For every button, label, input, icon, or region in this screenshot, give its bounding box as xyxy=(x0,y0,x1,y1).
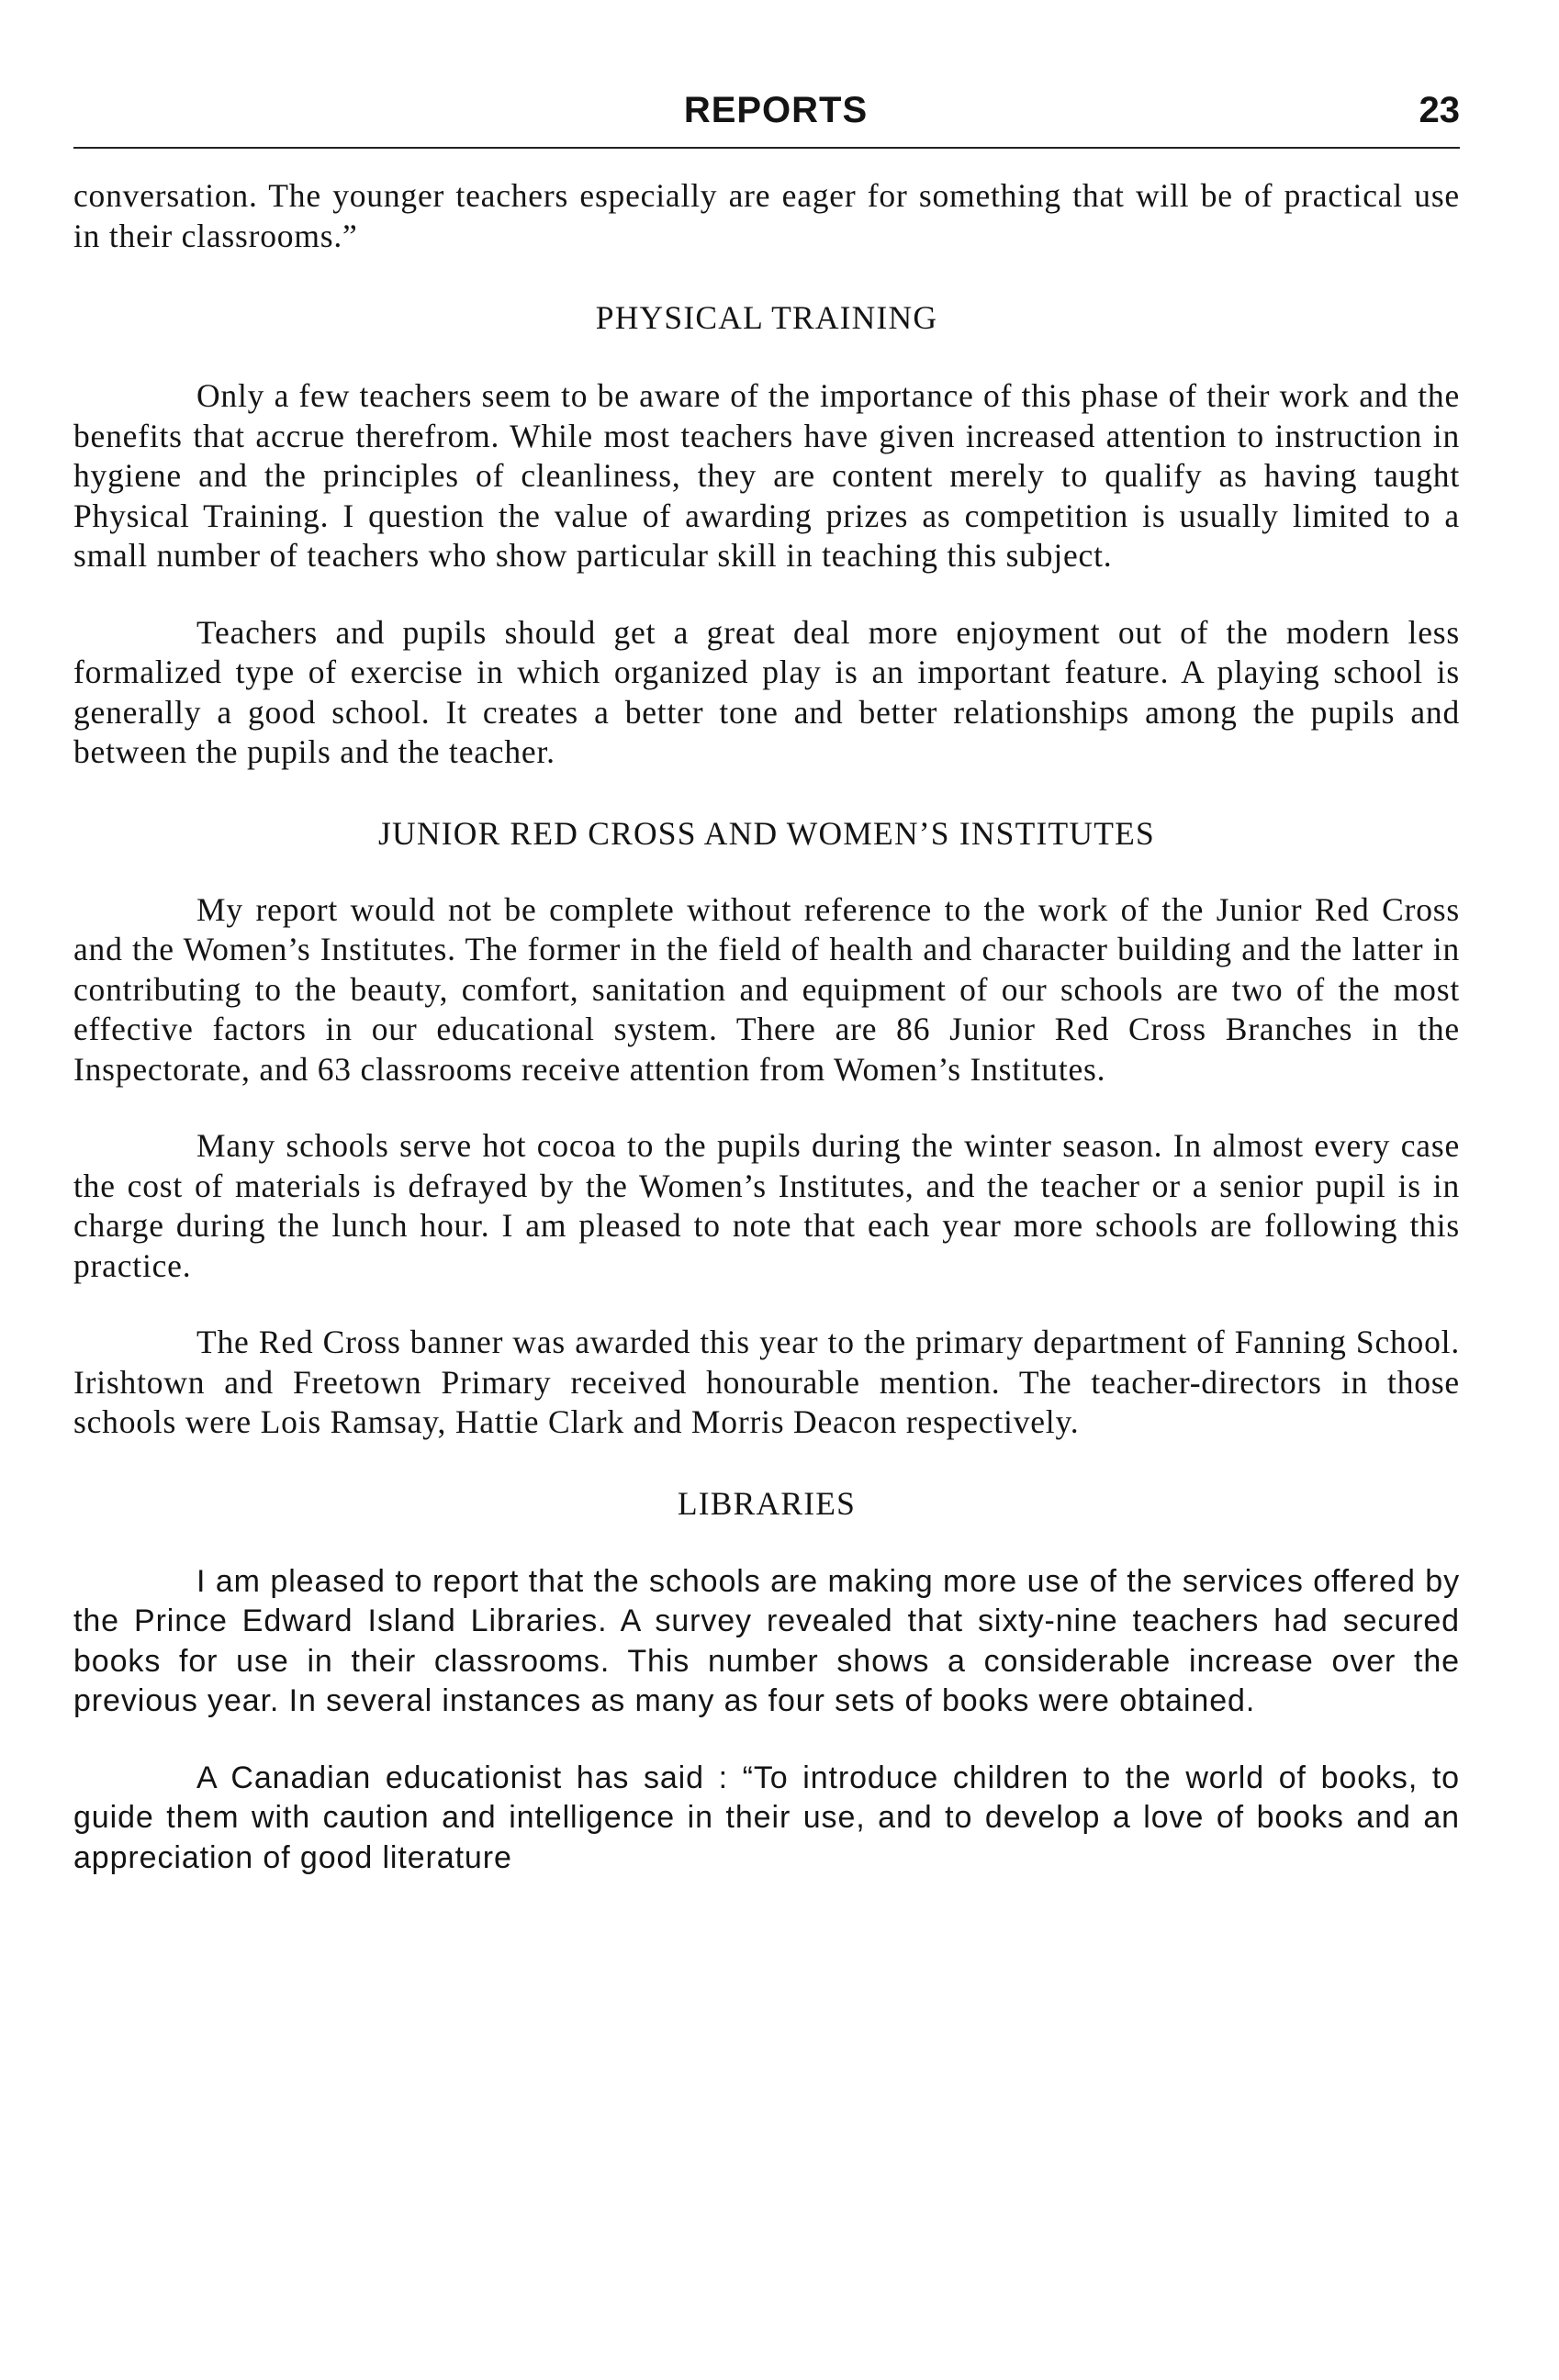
paragraph: Only a few teachers seem to be aware of the importance of this phase of their work and the benefits that accrue therefrom. While most teachers have given increased attention to instruction in hygiene and the principles of cleanliness, they are content merely to qualify as having taught Physical Training. I question the value of awarding prizes as competition is usually limited to a small number of teachers who show particular skill in teaching this subject. xyxy=(73,377,1460,574)
paragraph: A Canadian educationist has said : “To introduce children to the world of books, to guide them with caution and intelligence in their use, and to develop a love of books and an appreciation of good literature xyxy=(73,1760,1460,1875)
section-heading-libraries: LIBRARIES xyxy=(677,1484,857,1522)
continued-paragraph: conversation. The younger teachers especially are eager for something that will be of practical use in their classrooms.” xyxy=(73,177,1460,254)
page-title: REPORTS xyxy=(683,90,869,130)
paragraph: The Red Cross banner was awarded this year to the primary department of Fanning School. Irishtown and Freetown Primary received honourable mention. The teacher-directors in those schools were Lois Ramsay, Hattie Clark and Morris Deacon respectively. xyxy=(73,1324,1460,1440)
paragraph: Teachers and pupils should get a great deal more enjoyment out of the modern less formalized type of exercise in which organized play is an important feature. A playing school is generally a good school. It creates a better tone and better relationships among the pupils and between the pupils and the teacher. xyxy=(73,613,1460,770)
header-rule xyxy=(73,147,1460,149)
paragraph: Many schools serve hot cocoa to the pupils during the winter season. In almost every case the cost of materials is defrayed by the Women’s Institutes, and the teacher or a senior pupil is in charge during the lunch hour. I am pleased to note that each year more schools are following this practice. xyxy=(73,1127,1460,1284)
paragraph: My report would not be complete without reference to the work of the Junior Red Cross and the Women’s Institutes. The former in the field of health and character building and the latter in contributing to the beauty, comfort, sanitation and equipment of our schools are two of the most effective factors in our educational system. There are 86 Junior Red Cross Branches in the Inspectorate, and 63 classrooms receive attention from Women’s Institutes. xyxy=(73,890,1460,1088)
section-heading-physical-training: PHYSICAL TRAINING xyxy=(595,299,938,336)
page-number: 23 xyxy=(1419,90,1460,130)
document-page xyxy=(73,90,1460,1878)
paragraph: I am pleased to report that the schools are making more use of the services offered by the Prince Edward Island Libraries. A survey revealed that sixty-nine teachers had secured books for use in their classrooms. This number shows a considerable increase over the previous year. In several instances as many as four sets of books were obtained. xyxy=(73,1563,1460,1718)
page-body xyxy=(73,176,1460,1878)
section-heading-junior-red-cross: JUNIOR RED CROSS AND WOMEN’S INSTITUTES xyxy=(378,814,1155,852)
running-header xyxy=(73,90,1460,143)
